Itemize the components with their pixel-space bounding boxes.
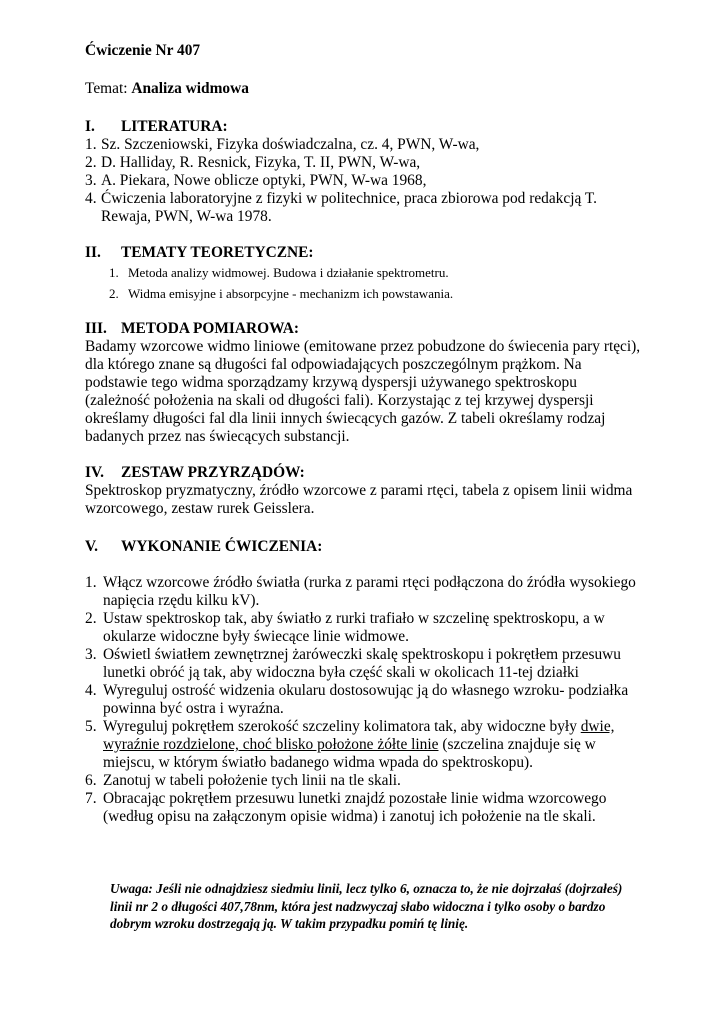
list-item bbox=[85, 790, 645, 826]
step-text: Ustaw spektroskop tak, aby światło z rurki trafiało w szczelinę spektroskopu, a w okularze widoczne były świecące linie widmowe. bbox=[103, 610, 605, 645]
section-title: WYKONANIE ĆWICZENIA: bbox=[121, 538, 323, 555]
procedure-steps bbox=[85, 574, 645, 826]
list-item bbox=[85, 718, 645, 772]
exercise-topic bbox=[85, 80, 249, 98]
section-method bbox=[85, 320, 645, 446]
section-number: IV. bbox=[85, 464, 104, 481]
list-item bbox=[85, 646, 645, 682]
item-text: D. Halliday, R. Resnick, Fizyka, T. II, PWN, W-wa, bbox=[101, 154, 421, 171]
list-item bbox=[85, 610, 645, 646]
equipment-text: Spektroskop pryzmatyczny, źródło wzorcowe z parami rtęci, tabela z opisem linii widma wzorcowego, zestaw rurek Geisslera. bbox=[85, 482, 633, 517]
section-heading bbox=[85, 464, 645, 482]
section-number: III. bbox=[85, 320, 107, 337]
list-item bbox=[85, 262, 645, 283]
theory-list bbox=[85, 262, 645, 304]
exercise-title: Ćwiczenie Nr 407 bbox=[85, 42, 201, 59]
section-heading bbox=[85, 538, 645, 556]
step-number: 2. bbox=[85, 610, 97, 627]
list-item bbox=[85, 154, 645, 172]
step-number: 1. bbox=[85, 574, 97, 591]
list-item bbox=[85, 682, 645, 718]
section-number: I. bbox=[85, 118, 95, 135]
list-item bbox=[85, 772, 645, 790]
section-heading bbox=[85, 320, 645, 338]
topic-prefix: Temat: bbox=[85, 80, 132, 97]
step-number: 7. bbox=[85, 790, 97, 807]
note-label: Uwaga: bbox=[110, 881, 153, 896]
item-text: Widma emisyjne i absorpcyjne - mechanizm ich powstawania. bbox=[128, 286, 454, 301]
item-text: Metoda analizy widmowej. Budowa i działanie spektrometru. bbox=[128, 265, 449, 280]
step-text-part: (szczelina znajduje się w miejscu, w którym światło badanego widma wpada do spektroskopu). bbox=[103, 736, 596, 771]
step-text: Włącz wzorcowe źródło światła (rurka z parami rtęci podłączona do źródła wysokiego napięcia rzędu kilku kV). bbox=[103, 574, 636, 609]
section-title: TEMATY TEORETYCZNE: bbox=[121, 244, 314, 261]
item-number: 1. bbox=[85, 136, 97, 153]
section-literature bbox=[85, 118, 645, 226]
item-number: 4. bbox=[85, 190, 97, 207]
item-number: 3. bbox=[85, 172, 97, 189]
method-text: Badamy wzorcowe widmo liniowe (emitowane przez pobudzone do świecenia pary rtęci), dla którego znane są długości fal odpowiadających poszczególnym prążkom. Na podstawie tego widma sporządzamy krzywą dyspersji używanego spektroskopu (zależność położenia na skali od długości fali). Korzystając z tej krzywej dyspersji określamy długości fal dla linii innych świecących gazów. Z tabeli określamy rodzaj badanych przez nas świecących substancji. bbox=[85, 338, 641, 445]
step-text: Oświetl światłem zewnętrznej żaróweczki skalę spektroskopu i pokrętłem przesuwu lunetki obróć ją tak, aby widoczna była część skali w okolicach 11-tej działki bbox=[103, 646, 621, 681]
section-number: II. bbox=[85, 244, 101, 261]
step-number: 5. bbox=[85, 718, 97, 735]
step-text: Obracając pokrętłem przesuwu lunetki znajdź pozostałe linie widma wzorcowego (według opisu na załączonym opisie widma) i zanotuj ich położenie na tle skali. bbox=[103, 790, 607, 825]
underlined-text: dwie, wyraźnie rozdzielone, choć blisko położone żółte linie bbox=[103, 718, 615, 753]
item-number: 2. bbox=[109, 286, 119, 301]
step-text bbox=[103, 718, 645, 772]
section-title: ZESTAW PRZYRZĄDÓW: bbox=[121, 464, 305, 481]
list-item bbox=[85, 574, 645, 610]
topic-name: Analiza widmowa bbox=[131, 80, 249, 97]
step-text: Wyreguluj ostrość widzenia okularu dostosowując ją do własnego wzroku- podziałka powinna być ostra i wyraźna. bbox=[103, 682, 629, 717]
step-text-part: Wyreguluj pokrętłem szerokość szczeliny kolimatora tak, aby widoczne były bbox=[103, 718, 581, 735]
section-heading bbox=[85, 118, 645, 136]
list-item bbox=[85, 172, 645, 190]
item-number: 1. bbox=[109, 265, 119, 280]
section-title: METODA POMIAROWA: bbox=[121, 320, 299, 337]
list-item bbox=[85, 190, 645, 226]
item-number: 2. bbox=[85, 154, 97, 171]
list-item bbox=[85, 136, 645, 154]
note-warning bbox=[110, 880, 640, 933]
section-title: LITERATURA: bbox=[121, 118, 228, 135]
item-text: Ćwiczenia laboratoryjne z fizyki w politechnice, praca zbiorowa pod redakcją T. Rewaja, PWN, W-wa 1978. bbox=[101, 190, 597, 225]
section-theory bbox=[85, 244, 645, 304]
section-heading bbox=[85, 244, 645, 262]
step-number: 3. bbox=[85, 646, 97, 663]
step-number: 6. bbox=[85, 772, 97, 789]
item-text: Sz. Szczeniowski, Fizyka doświadczalna, cz. 4, PWN, W-wa, bbox=[101, 136, 480, 153]
list-item bbox=[85, 283, 645, 304]
step-number: 4. bbox=[85, 682, 97, 699]
section-number: V. bbox=[85, 538, 98, 555]
literature-list bbox=[85, 136, 645, 226]
note-text: Jeśli nie odnajdziesz siedmiu linii, lecz tylko 6, oznacza to, że nie dojrzałaś (dojrzałeś) linii nr 2 o długości 407,78nm, która jest nadzwyczaj słabo widoczna i tylko osoby o bardzo dobrym wzroku dostrzegają ją. W takim przypadku pomiń tę linię. bbox=[110, 881, 623, 931]
section-procedure bbox=[85, 538, 645, 826]
section-equipment bbox=[85, 464, 645, 518]
item-text: A. Piekara, Nowe oblicze optyki, PWN, W-wa 1968, bbox=[101, 172, 427, 189]
step-text: Zanotuj w tabeli położenie tych linii na tle skali. bbox=[103, 772, 401, 789]
